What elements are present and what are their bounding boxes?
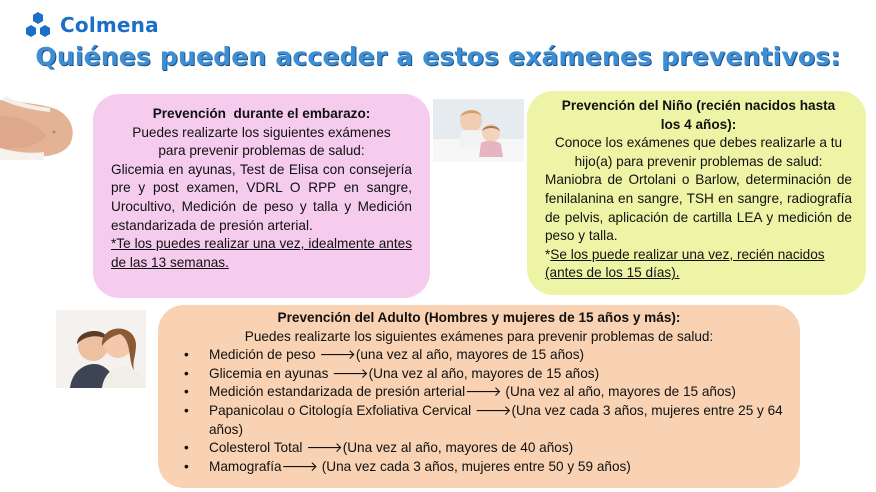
- exam-name: Medición estandarizada de presión arterial: [209, 384, 466, 400]
- child-heading: Prevención del Niño (recién nacidos hasta los 4 años):: [561, 98, 836, 132]
- child-note-block: [545, 246, 852, 283]
- pregnancy-exam-list: Glicemia en ayunas, Test de Elisa con consejería pre y post examen, VDRL O RPP en sangre, Urocultivo, Medición de peso y talla y Medición estandarizada de presión arterial.: [111, 161, 412, 233]
- pregnancy-intro-line-1: Puedes realizarte los siguientes exámenes: [132, 124, 391, 140]
- adult-exam-list: [172, 346, 786, 476]
- colmena-logo: [22, 11, 159, 39]
- arrow-icon: 🡒: [281, 458, 318, 474]
- exam-detail: (una vez al año, mayores de 15 años): [355, 347, 585, 363]
- child-prevention-card: [527, 91, 866, 295]
- pregnancy-prevention-card: [93, 94, 430, 298]
- pregnancy-note: *Te los puedes realizar una vez, idealmente antes de las 13 semanas.: [111, 236, 412, 270]
- exam-detail: (Una vez al año, mayores de 15 años): [501, 384, 736, 400]
- babies-photo: [433, 99, 524, 162]
- list-item: [184, 365, 786, 384]
- child-note-asterisk: *: [545, 246, 551, 262]
- pregnant-belly-photo: [0, 96, 78, 160]
- pregnancy-heading: Prevención durante el embarazo:: [152, 106, 371, 121]
- exam-detail: (Una vez al año, mayores de 40 años): [342, 440, 574, 456]
- list-item: [184, 458, 786, 477]
- arrow-icon: 🡒: [319, 347, 356, 363]
- adult-prevention-card: [158, 305, 800, 488]
- colmena-hexagon-icon: [22, 11, 54, 39]
- exam-name: Papanicolau o Citología Exfoliativa Cervical: [209, 402, 475, 418]
- child-exam-list: Maniobra de Ortolani o Barlow, determinación de fenilalanina en sangre, TSH en sangre, radiografía de pelvis, aplicación de cartilla LEA y medición de peso y talla.: [545, 172, 852, 244]
- exam-detail: (Una vez cada 3 años, mujeres entre 25 y 64 años): [209, 402, 783, 437]
- arrow-icon: 🡒: [474, 402, 512, 418]
- list-item: [184, 346, 786, 365]
- brand-name: Colmena: [60, 13, 159, 37]
- exam-name: Medición de peso: [209, 347, 320, 363]
- arrow-icon: 🡒: [465, 384, 502, 400]
- list-item: [184, 439, 786, 458]
- page-title: Quiénes pueden acceder a estos exámenes preventivos:: [35, 42, 841, 71]
- arrow-icon: 🡒: [332, 365, 369, 381]
- exam-name: Colesterol Total: [209, 440, 307, 456]
- adult-intro: Puedes realizarte los siguientes exámenes para prevenir problemas de salud:: [244, 328, 714, 344]
- exam-name: Glicemia en ayunas: [209, 365, 333, 381]
- adult-heading: Prevención del Adulto (Hombres y mujeres de 15 años y más):: [277, 310, 681, 325]
- exam-name: Mamografía: [209, 458, 282, 474]
- exam-detail: (Una vez cada 3 años, mujeres entre 50 y 59 años): [318, 458, 631, 474]
- child-intro: Conoce los exámenes que debes realizarle a tu hijo(a) para prevenir problemas de salud:: [554, 135, 843, 169]
- exam-detail: (Una vez al año, mayores de 15 años): [368, 365, 600, 381]
- pregnancy-intro-line-2: para prevenir problemas de salud:: [158, 143, 365, 159]
- child-note: Se los puede realizar una vez, recién nacidos (antes de los 15 días).: [545, 246, 825, 281]
- arrow-icon: 🡒: [306, 440, 343, 456]
- list-item: [184, 383, 786, 402]
- list-item: [184, 402, 786, 439]
- adult-couple-photo: [56, 310, 146, 388]
